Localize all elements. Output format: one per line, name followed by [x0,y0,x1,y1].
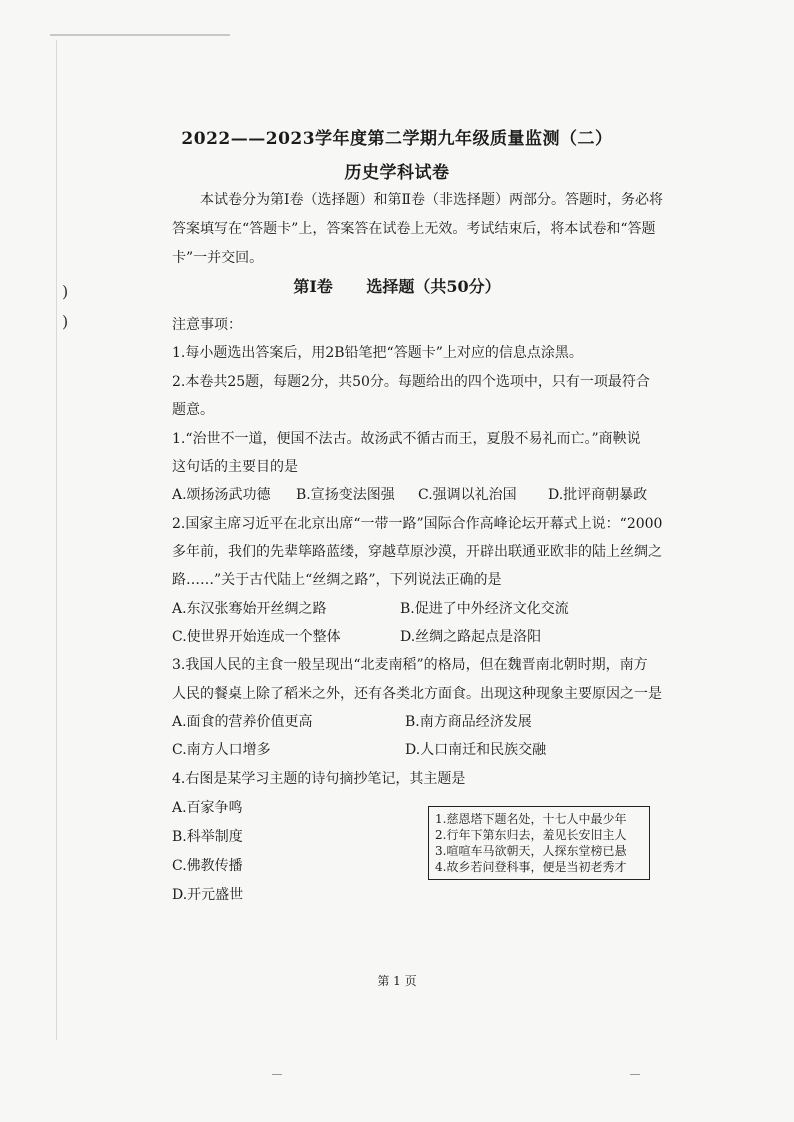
option-b[interactable]: B.南方商品经济发展 [405,714,532,730]
poem-line: 2.行年下第东归去，羞见长安旧主人 [435,828,627,842]
option-a[interactable]: A.颂扬汤武功德 [172,487,271,503]
question-stem-line: 3.我国人民的主食一般呈现出“北麦南稻”的格局，但在魏晋南北朝时期，南方 [172,657,648,673]
option-c[interactable]: C.使世界开始连成一个整体 [172,629,341,645]
notes-item: 2.本卷共25题，每题2分，共50分。每题给出的四个选项中，只有一项最符合 [172,374,650,390]
scan-artifact-edge [56,40,57,1040]
poem-line: 4.故乡若问登科事，便是当初老秀才 [435,860,627,874]
scan-artifact [272,1074,282,1075]
question-stem-line: 多年前，我们的先辈筚路蓝缕，穿越草原沙漠，开辟出联通亚欧非的陆上丝绸之 [172,544,662,560]
option-d[interactable]: D.人口南迁和民族交融 [405,742,547,758]
option-a[interactable]: A.面食的营养价值更高 [172,714,313,730]
option-c[interactable]: C.佛教传播 [172,858,243,874]
option-d[interactable]: D.丝绸之路起点是洛阳 [400,629,542,645]
option-b[interactable]: B.宣扬变法图强 [296,487,395,503]
question-stem-line: 4.右图是某学习主题的诗句摘抄笔记，其主题是 [172,771,466,787]
notes-heading: 注意事项： [172,317,242,333]
poem-line: 3.喧喧车马欲朝天，人探东堂榜已悬 [435,844,627,858]
option-b[interactable]: B.促进了中外经济文化交流 [400,601,569,617]
scan-artifact-top [50,34,230,36]
option-d[interactable]: D.批评商朝暴政 [548,487,648,503]
option-d[interactable]: D.开元盛世 [172,887,244,903]
poem-line: 1.慈恩塔下题名处，十七人中最少年 [435,812,627,826]
notes-item: 1.每小题选出答案后，用2B铅笔把“答题卡”上对应的信息点涂黑。 [172,345,583,361]
margin-mark: ) [62,282,69,301]
exam-instructions: 本试卷分为第Ⅰ卷（选择题）和第Ⅱ卷（非选择题）两部分。答题时，务必将答案填写在“答题卡”上，答案答在试卷上无效。考试结束后，将本试卷和“答题卡”一并交回。 [172,192,664,266]
question-stem-line: 路……”关于古代陆上“丝绸之路”，下列说法正确的是 [172,572,502,588]
option-c[interactable]: C.强调以礼治国 [418,487,517,503]
section-name: 选择题（共50分） [366,277,501,296]
exam-subtitle: 历史学科试卷 [344,163,450,183]
section-label: 第Ⅰ卷 [293,277,333,296]
notes-item: 题意。 [172,402,214,418]
option-a[interactable]: A.东汉张骞始开丝绸之路 [172,601,327,617]
question-stem-line: 人民的餐桌上除了稻米之外，还有各类北方面食。出现这种现象主要原因之一是 [172,686,662,702]
exam-title: 2022——2023学年度第二学期九年级质量监测（二） [181,129,613,149]
page-number: 第 1 页 [377,974,417,988]
question-stem-line: 这句话的主要目的是 [172,459,298,475]
section-heading [0,274,794,297]
option-b[interactable]: B.科举制度 [172,829,243,845]
question-stem-line: 2.国家主席习近平在北京出席“一带一路”国际合作高峰论坛开幕式上说：“2000 [172,516,663,532]
scan-artifact [630,1074,640,1075]
option-c[interactable]: C.南方人口增多 [172,742,271,758]
margin-mark: ) [62,312,69,331]
option-a[interactable]: A.百家争鸣 [172,800,243,816]
poem-excerpt-box [428,806,650,880]
question-stem-line: 1.“治世不一道，便国不法古。故汤武不循古而王，夏殷不易礼而亡。”商鞅说 [172,431,641,447]
